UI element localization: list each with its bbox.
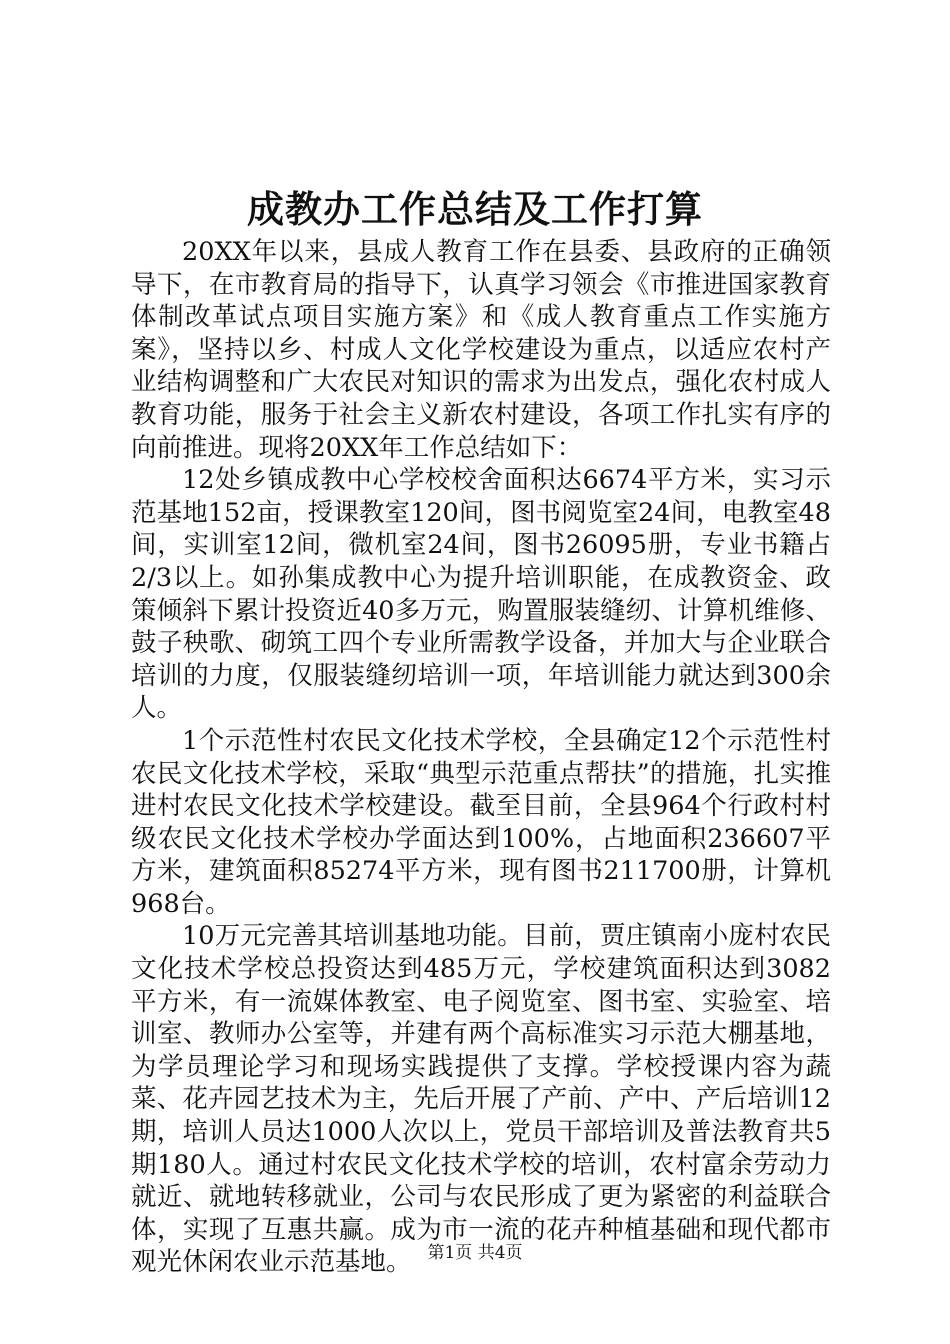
paragraph-intro: 20XX年以来，县成人教育工作在县委、县政府的正确领导下，在市教育局的指导下，认真学习领会《市推进国家教育体制改革试点项目实施方案》和《成人教育重点工作实施方案》，坚持以乡、村成人文化学校建设为重点，以适应农村产业结构调整和广大农民对知识的需求为出发点，强化农村成人教育功能，服务于社会主义新农村建设，各项工作扎实有序的向前推进。现将20XX年工作总结如下： [131,237,831,463]
document-title: 成教办工作总结及工作打算 [247,187,703,231]
paragraph-training-base: 10万元完善其培训基地功能。目前，贾庄镇南小庞村农民文化技术学校总投资达到485万元，学校建筑面积达到3082平方米，有一流媒体教室、电子阅览室、图书室、实验室、培训室、教师办公室等，并建有两个高标准实习示范大棚基地，为学员理论学习和现场实践提供了支撑。学校授课内容为蔬菜、花卉园艺技术为主，先后开展了产前、产中、产后培训12期，培训人员达1000人次以上，党员干部培训及普法教育共5期180人。通过村农民文化技术学校的培训，农村富余劳动力就近、就地转移就业，公司与农民形成了更为紧密的利益联合体，实现了互惠共赢。成为市一流的花卉种植基础和现代都市观光休闲农业示范基地。 [131,921,831,1278]
paragraph-village-schools: 1个示范性村农民文化技术学校，全县确定12个示范性村农民文化技术学校，采取“典型示范重点帮扶”的措施，扎实推进村农民文化技术学校建设。截至目前，全县964个行政村村级农民文化技术学校办学面达到100%，占地面积236607平方米，建筑面积85274平方米，现有图书211700册，计算机968台。 [131,725,831,919]
document-body [131,236,831,1279]
paragraph-township-schools: 12处乡镇成教中心学校校舍面积达6674平方米，实习示范基地152亩，授课教室120间，图书阅览室24间，电教室48间，实训室12间，微机室24间，图书26095册，专业书籍占2/3以上。如孙集成教中心为提升培训职能，在成教资金、政策倾斜下累计投资近40多万元，购置服装缝纫、计算机维修、鼓子秧歌、砌筑工四个专业所需教学设备，并加大与企业联合培训的力度，仅服装缝纫培训一项，年培训能力就达到300余人。 [131,465,831,724]
page-footer: 第1页 共4页 [427,1243,523,1263]
